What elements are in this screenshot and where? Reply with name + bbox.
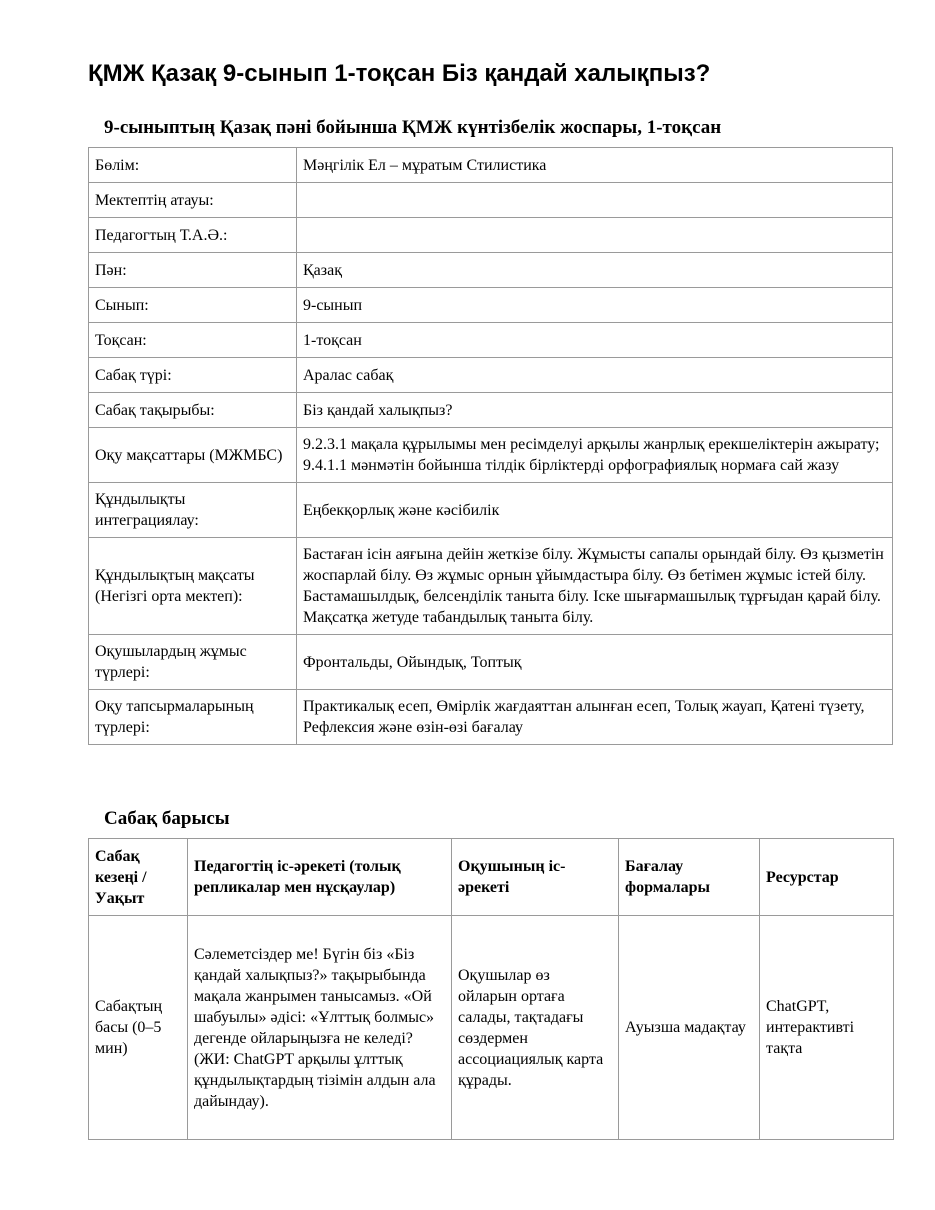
info-label: Мектептің атауы: bbox=[89, 183, 297, 218]
info-label: Пән: bbox=[89, 253, 297, 288]
info-label: Сабақ тақырыбы: bbox=[89, 393, 297, 428]
column-header-assessment: Бағалау формалары bbox=[619, 839, 760, 916]
info-label: Құндылықты интеграциялау: bbox=[89, 483, 297, 538]
table-row bbox=[89, 690, 893, 745]
info-label: Оқушылардың жұмыс түрлері: bbox=[89, 635, 297, 690]
info-label: Бөлім: bbox=[89, 148, 297, 183]
table-row bbox=[89, 483, 893, 538]
cell-teacher-activity: Сәлеметсіздер ме! Бүгін біз «Біз қандай халықпыз?» тақырыбында мақала жанрымен танысамыз. «Ой шабуылы» әдісі: «Ұлттық болмыс» дегенде ойларыңызға не келеді? (ЖИ: ChatGPT арқылы ұлттық құндылықтардың тізімін алдын ала дайындау). bbox=[188, 916, 452, 1140]
info-value bbox=[297, 218, 893, 253]
info-value: Мәңгілік Ел – мұратым Стилистика bbox=[297, 148, 893, 183]
lesson-flow-table bbox=[88, 838, 894, 1140]
info-value: 9.2.3.1 мақала құрылымы мен ресімделуі арқылы жанрлық ерекшеліктерін ажырату; 9.4.1.1 мәнмәтін бойынша тілдік бірліктерді орфографиялық нормаға сай жазу bbox=[297, 428, 893, 483]
info-value: Практикалық есеп, Өмірлік жағдаяттан алынған есеп, Толық жауап, Қатені түзету, Рефлексия және өзін-өзі бағалау bbox=[297, 690, 893, 745]
table-row bbox=[89, 635, 893, 690]
cell-student-activity: Оқушылар өз ойларын ортаға салады, тақтадағы сөздермен ассоциациялық карта құрады. bbox=[452, 916, 619, 1140]
info-label: Оқу тапсырмаларының түрлері: bbox=[89, 690, 297, 745]
table-row bbox=[89, 916, 894, 1140]
info-label: Құндылықтың мақсаты (Негізгі орта мектеп): bbox=[89, 538, 297, 635]
info-value: Еңбекқорлық және кәсібилік bbox=[297, 483, 893, 538]
lesson-section-title: Сабақ барысы bbox=[104, 808, 230, 829]
table-row bbox=[89, 323, 893, 358]
info-label: Педагогтың Т.А.Ә.: bbox=[89, 218, 297, 253]
cell-resources: ChatGPT, интерактивті тақта bbox=[760, 916, 894, 1140]
column-header-teacher-activity: Педагогтің іс-әрекеті (толық репликалар мен нұсқаулар) bbox=[188, 839, 452, 916]
document-title: ҚМЖ Қазақ 9-сынып 1-тоқсан Біз қандай халықпыз? bbox=[88, 60, 711, 87]
plan-subtitle: 9-сыныптың Қазақ пәні бойынша ҚМЖ күнтізбелік жоспары, 1-тоқсан bbox=[104, 117, 722, 138]
table-row bbox=[89, 218, 893, 253]
cell-stage: Сабақтың басы (0–5 мин) bbox=[89, 916, 188, 1140]
info-value: Бастаған ісін аяғына дейін жеткізе білу. Жұмысты сапалы орындай білу. Өз қызметін жоспарлай білу. Өз жұмыс орнын ұйымдастыра білу. Өз бетімен жұмыс істей білу. Бастамашылдық, белсенділік таныта білу. Іске шығармашылық тұрғыдан қарай білу. Мақсатқа жетуде табандылық таныта білу. bbox=[297, 538, 893, 635]
info-value: 9-сынып bbox=[297, 288, 893, 323]
table-row bbox=[89, 393, 893, 428]
info-value: 1-тоқсан bbox=[297, 323, 893, 358]
info-value bbox=[297, 183, 893, 218]
info-label: Тоқсан: bbox=[89, 323, 297, 358]
table-header-row bbox=[89, 839, 894, 916]
info-value: Қазақ bbox=[297, 253, 893, 288]
table-row bbox=[89, 538, 893, 635]
column-header-resources: Ресурстар bbox=[760, 839, 894, 916]
info-value: Аралас сабақ bbox=[297, 358, 893, 393]
cell-assessment: Ауызша мадақтау bbox=[619, 916, 760, 1140]
info-label: Оқу мақсаттары (МЖМБС) bbox=[89, 428, 297, 483]
table-row bbox=[89, 358, 893, 393]
info-label: Сынып: bbox=[89, 288, 297, 323]
info-value: Біз қандай халықпыз? bbox=[297, 393, 893, 428]
column-header-stage: Сабақ кезеңі / Уақыт bbox=[89, 839, 188, 916]
table-row bbox=[89, 428, 893, 483]
table-row bbox=[89, 183, 893, 218]
table-row bbox=[89, 288, 893, 323]
info-label: Сабақ түрі: bbox=[89, 358, 297, 393]
table-row bbox=[89, 253, 893, 288]
column-header-student-activity: Оқушының іс-әрекеті bbox=[452, 839, 619, 916]
table-row bbox=[89, 148, 893, 183]
lesson-info-table bbox=[88, 147, 893, 745]
info-value: Фронтальды, Ойындық, Топтық bbox=[297, 635, 893, 690]
